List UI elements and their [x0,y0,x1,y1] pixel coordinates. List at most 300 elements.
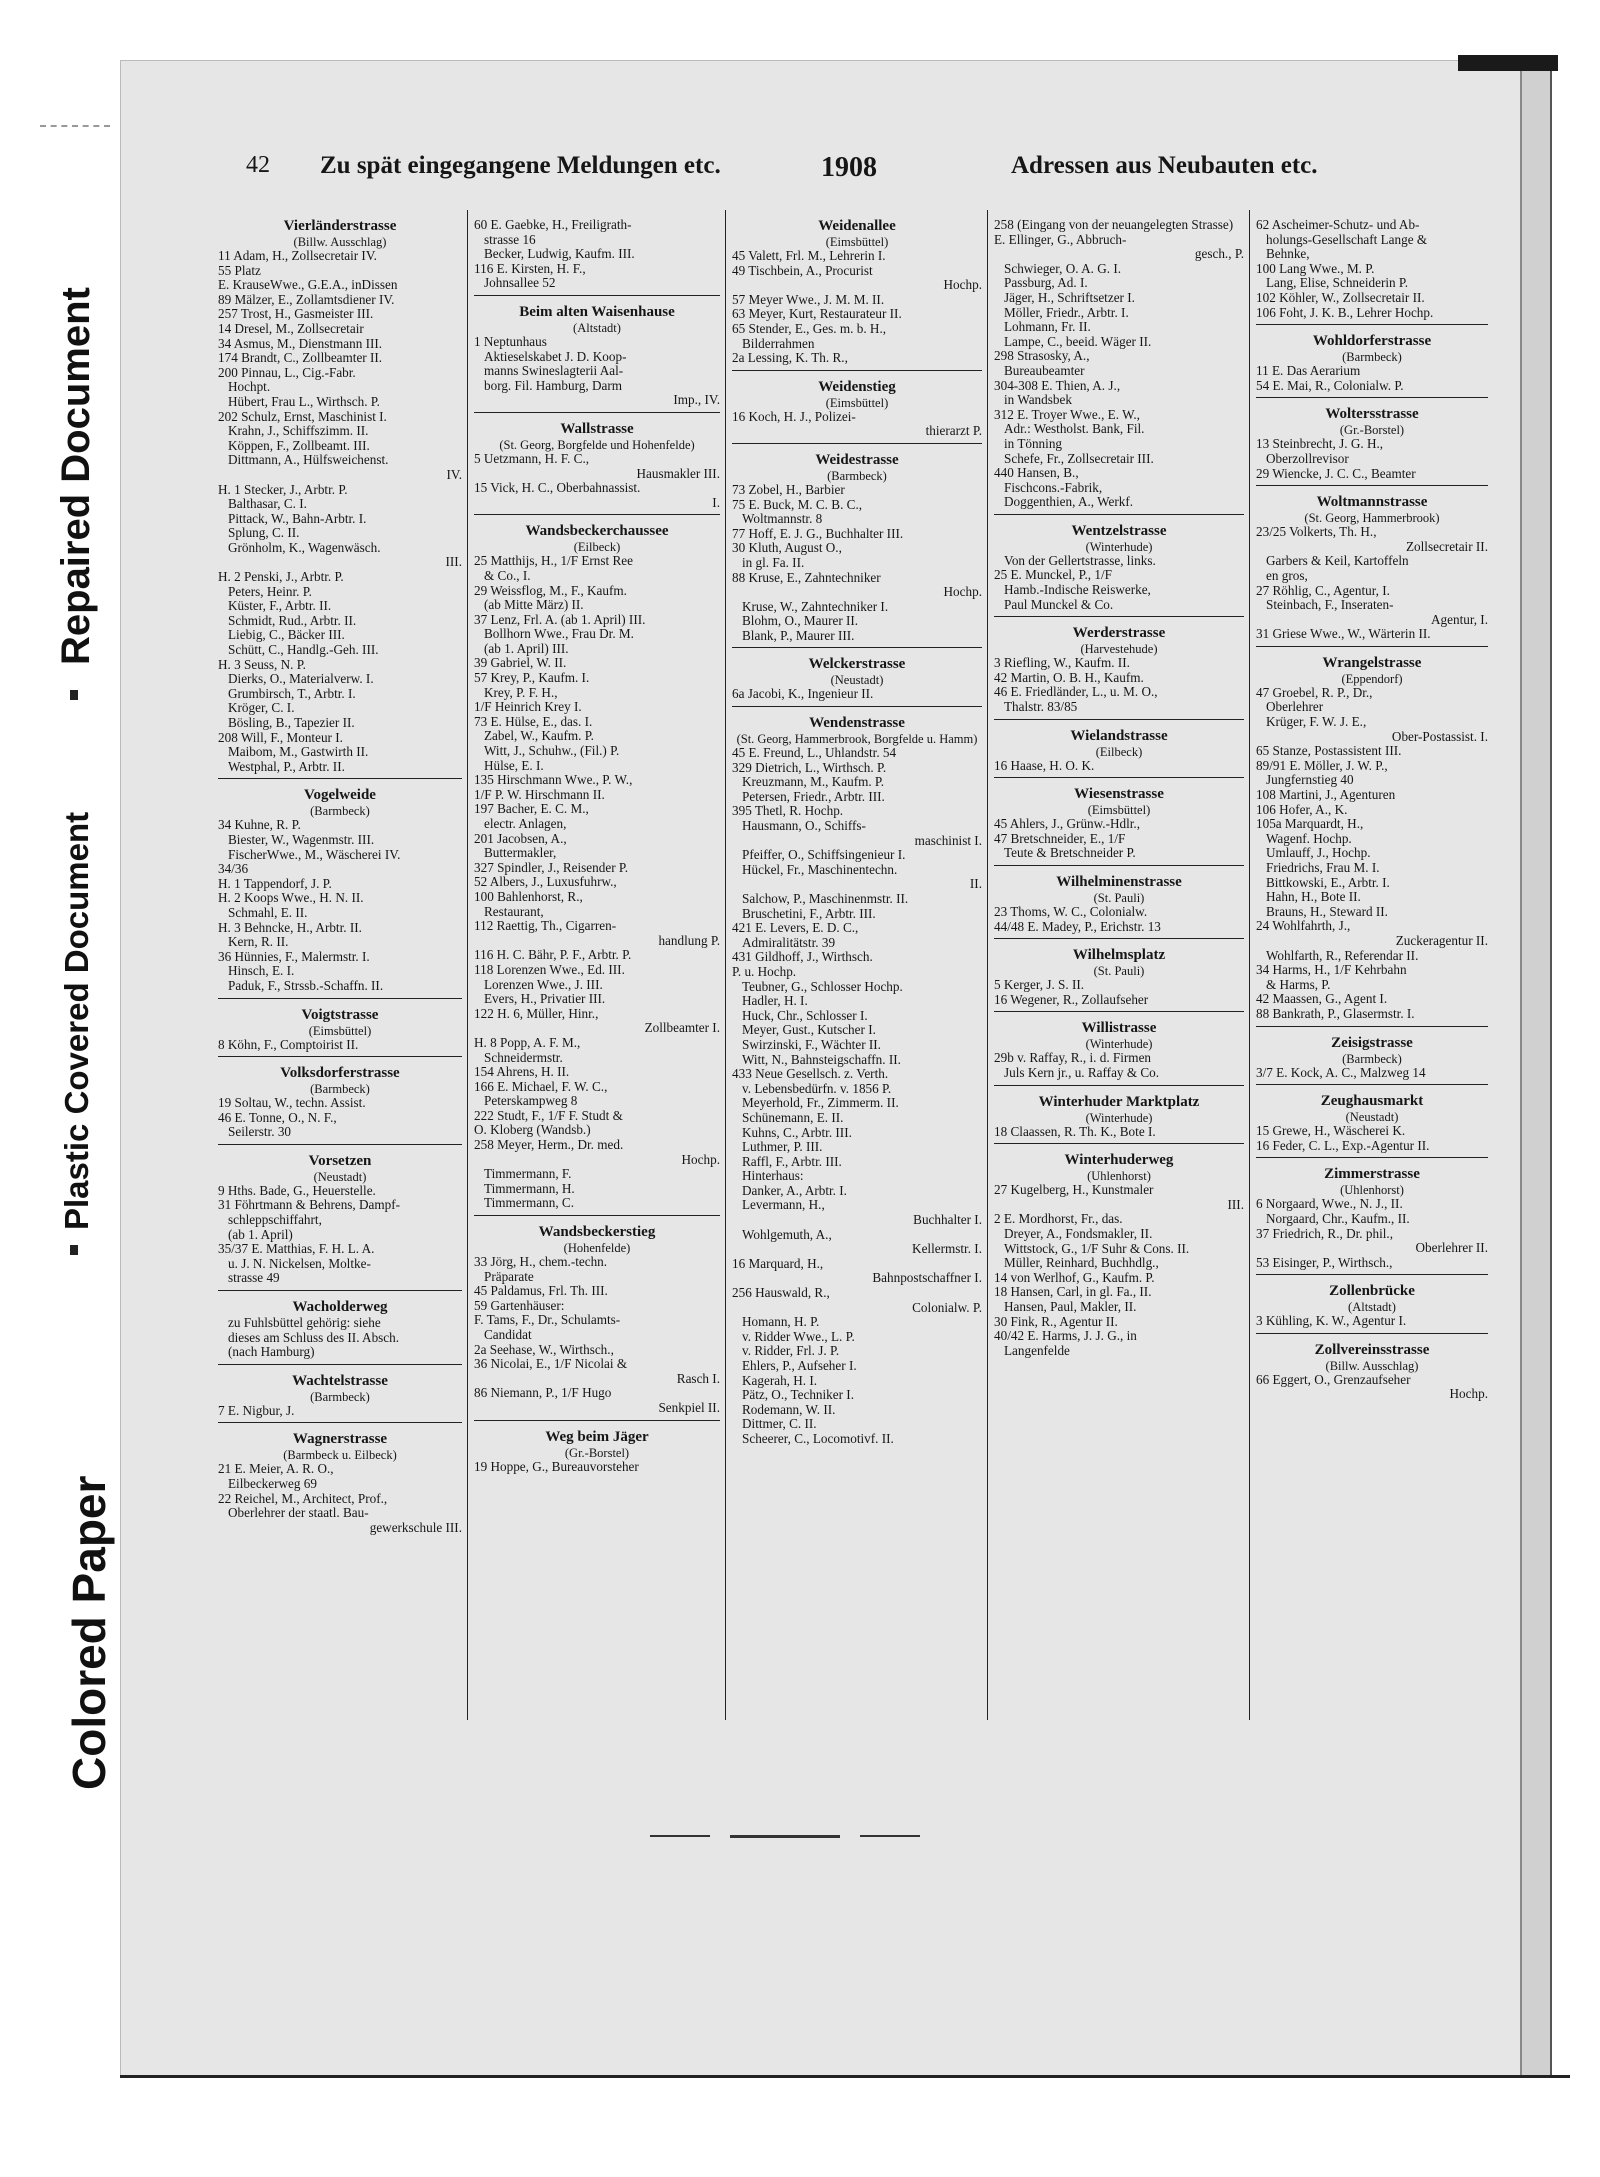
entry-list [1256,364,1488,393]
street-title: Weg beim Jäger [545,1428,649,1445]
margin-mark [40,125,110,127]
directory-entry: (ab 1. April) III. [484,641,569,656]
entry-list [994,1051,1244,1080]
entry-list [474,335,720,408]
directory-entry: 73 Zobel, H., Barbier [732,482,845,497]
directory-entry: 35/37 E. Matthias, F. H. L. A. [218,1242,375,1257]
directory-entry: Wohlgemuth, A., [742,1227,832,1242]
directory-entry: Maibom, M., Gastwirth II. [228,745,369,760]
entry-list [1256,437,1488,481]
directory-entry: Müller, Reinhard, Buchhdlg., [1004,1256,1159,1271]
street-district: (Barmbeck) [1342,1051,1402,1066]
directory-entry: Adr.: Westholst. Bank, Fil. [1004,422,1145,437]
directory-entry: 63 Meyer, Kurt, Restaurateur II. [732,307,902,322]
directory-entry: 2 E. Mordhorst, Fr., das. [994,1212,1123,1227]
directory-entry: Salchow, P., Maschinenmstr. II. [742,892,909,906]
directory-entry: 100 Bahlenhorst, R., [474,889,583,904]
street-district: (Harvestehude) [1080,642,1158,657]
section-rule [994,1011,1244,1012]
street-title: Wentzelstrasse [1071,522,1167,539]
street-title: Beim alten Waisenhause [519,303,675,320]
directory-entry: Zollsecretair II. [1405,539,1488,554]
directory-entry: Juls Kern jr., u. Raffay & Co. [1004,1065,1160,1080]
directory-entry: Hansen, Paul, Makler, II. [1004,1299,1137,1314]
directory-entry: 201 Jacobsen, A., [474,831,567,846]
entry-list [474,452,720,510]
directory-entry: 45 Valett, Frl. M., Lehrerin I. [732,249,886,263]
section-rule [474,412,720,413]
directory-entry: 77 Hoff, E. J. G., Buchhalter III. [732,526,904,541]
directory-entry: 19 Soltau, W., techn. Assist. [218,1096,366,1111]
street-title: Winterhuderweg [1064,1152,1174,1169]
directory-entry: Möller, Friedr., Arbtr. I. [1004,305,1129,320]
street-title: Vierländerstrasse [283,218,397,234]
directory-entry: Grumbirsch, T., Arbtr. I. [228,686,356,701]
directory-entry: Friedrichs, Frau M. I. [1266,861,1380,875]
street-district: (Winterhude) [1085,1037,1153,1052]
directory-entry: gesch., P. [1194,247,1244,262]
directory-entry: Teute & Bretschneider P. [1004,846,1136,861]
directory-entry: P. u. Hochp. [732,964,797,979]
directory-entry: Peters, Heinr. P. [228,584,312,599]
street-section [218,1065,462,1145]
section-rule [218,1056,462,1057]
directory-entry: 7 E. Nigbur, J. [218,1403,295,1418]
label-separator [70,1245,78,1255]
directory-entry: Bahnpostschaffner I. [872,1271,982,1286]
directory-entry: Schwieger, O. A. G. I. [1004,261,1122,276]
header-right-title: Adressen aus Neubauten etc. [1011,152,1318,179]
street-section [1256,218,1488,325]
directory-entry: 6 Norgaard, Wwe., N. J., II. [1256,1197,1403,1212]
section-rule [994,616,1244,617]
street-district: (Hohenfelde) [563,1241,631,1256]
street-section [994,1094,1244,1145]
directory-entry: Levermann, H., [742,1198,825,1213]
entry-list [218,818,462,993]
directory-entry: Balthasar, C. I. [228,497,307,512]
street-district: (Gr.-Borstel) [1339,423,1405,438]
directory-entry: Raffl, F., Arbtr. III. [742,1154,842,1169]
directory-entry: 52 Albers, J., Luxusfuhrw., [474,875,617,890]
entry-list [474,1460,720,1475]
entry-list [218,1096,462,1140]
directory-entry: Dreyer, A., Fondsmakler, II. [1004,1226,1153,1241]
section-rule [218,1290,462,1291]
directory-entry: 86 Niemann, P., 1/F Hugo [474,1386,612,1401]
directory-entry: Oberzollrevisor [1266,451,1349,466]
section-rule [474,295,720,296]
directory-entry: 45 Ahlers, J., Grünw.-Hdlr., [994,817,1141,832]
street-title: Wachtelstrasse [292,1372,388,1389]
directory-entry: 19 Hoppe, G., Bureauvorsteher [474,1459,639,1474]
directory-entry: Hochp. [943,278,982,293]
street-section [218,218,462,779]
directory-entry: in Tönning [1004,436,1063,451]
street-section [994,523,1244,617]
street-district: (St. Georg, Hammerbrook, Borgfelde u. Hamm) [736,732,978,747]
directory-entry: 34 Asmus, M., Dienstmann III. [218,336,383,351]
directory-entry: Hochp. [1449,1387,1488,1402]
entry-list [1256,218,1488,320]
directory-entry: Teubner, G., Schlosser Hochp. [742,979,903,994]
directory-columns [218,210,1488,1730]
directory-entry: u. J. N. Nickelsen, Moltke- [228,1256,371,1271]
directory-entry: 208 Will, F., Monteur I. [218,730,343,745]
street-section [1256,406,1488,486]
directory-entry: E. Ellinger, G., Abbruch- [994,232,1127,247]
directory-entry: Bilderrahmen [742,336,815,351]
directory-entry: Pätz, O., Techniker I. [742,1388,854,1403]
directory-entry: Hamb.-Indische Reiswerke, [1004,583,1151,598]
page-number: 42 [246,152,270,178]
directory-entry: Witt, J., Schuhw., (Fil.) P. [484,744,620,759]
directory-entry: 14 von Werlhof, G., Kaufm. P. [994,1270,1155,1285]
section-rule [218,998,462,999]
directory-entry: Von der Gellertstrasse, links. [1004,553,1156,568]
directory-entry: 395 Thetl, R. Hochp. [732,804,844,819]
directory-entry: 9 Hths. Bade, G., Heuerstelle. [218,1183,376,1198]
street-title: Wrangelstrasse [1322,654,1422,671]
directory-entry: (ab Mitte März) II. [484,598,584,613]
directory-entry: Krahn, J., Schiffszimm. II. [228,424,369,439]
directory-entry: 197 Bacher, E. C. M., [474,802,589,817]
directory-entry: I. [712,495,720,510]
entry-list [732,483,982,644]
directory-entry: Schneidermstr. [484,1050,563,1065]
directory-entry: strasse 49 [228,1271,280,1286]
directory-entry: 15 Grewe, H., Wäscherei K. [1256,1124,1406,1139]
street-district: (Uhlenhorst) [1087,1169,1151,1184]
directory-entry: Thalstr. 83/85 [1004,700,1078,715]
section-rule [1256,324,1488,325]
column-5 [1256,210,1488,1730]
directory-entry: Hochp. [681,1152,720,1167]
directory-entry: Oberlehrer [1266,700,1324,715]
directory-entry: 42 Martin, O. B. H., Kaufm. [994,670,1144,685]
entry-list [732,410,982,439]
directory-entry: Ober-Postassist. I. [1391,729,1488,744]
directory-entry: 433 Neue Gesellsch. z. Verth. [732,1067,889,1082]
street-district: (Eimsbüttel) [825,235,889,249]
directory-entry: 39 Gabriel, W. II. [474,656,567,671]
directory-entry: 3/7 E. Kock, A. C., Malzweg 14 [1256,1065,1426,1080]
directory-entry: & Harms, P. [1266,977,1331,992]
street-district: (Neustadt) [830,673,884,688]
plastic-covered-label: Plastic Covered Document [58,811,95,1230]
directory-entry: 174 Brandt, C., Zollbeamter II. [218,351,383,366]
section-rule [732,443,982,444]
street-section [994,874,1244,939]
directory-entry: gewerkschule III. [369,1520,462,1535]
column-3 [732,210,982,1730]
directory-entry: Zuckeragentur II. [1395,933,1488,948]
street-section [732,379,982,444]
directory-entry: 53 Eisinger, P., Wirthsch., [1256,1255,1393,1270]
directory-entry: Hochp. [943,585,982,600]
directory-entry: Hülse, E. I. [484,758,544,773]
street-district: (Barmbeck u. Eilbeck) [283,1448,397,1463]
street-section [994,728,1244,779]
directory-entry: E. KrauseWwe., G.E.A., inDissen [218,278,398,293]
section-rule [732,647,982,648]
directory-entry: Scheerer, C., Locomotivf. II. [742,1431,894,1446]
directory-entry: Wohlfarth, R., Referendar II. [1266,948,1419,963]
directory-entry: Rodemann, W. II. [742,1402,836,1417]
directory-entry: Oberlehrer der staatl. Bau- [228,1506,369,1521]
street-title: Zollvereinsstrasse [1314,1341,1430,1358]
directory-entry: 45 E. Freund, L., Uhlandstr. 54 [732,746,897,761]
directory-entry: Paul Munckel & Co. [1004,597,1114,612]
column-2 [474,210,720,1730]
street-district: (Barmbeck) [1342,350,1402,365]
directory-entry: v. Ridder, Frl. J. P. [742,1344,840,1359]
section-rule [1256,397,1488,398]
street-title: Woltersstrasse [1325,406,1419,423]
directory-entry: & Co., I. [484,568,531,583]
section-rule [994,719,1244,720]
section-rule [218,1364,462,1365]
street-section [1256,1342,1488,1402]
directory-entry: 44/48 E. Madey, P., Erichstr. 13 [994,919,1161,934]
directory-entry: Kruse, W., Zahntechniker I. [742,599,889,614]
directory-entry: Danker, A., Arbtr. I. [742,1183,847,1198]
directory-entry: 62 Ascheimer-Schutz- und Ab- [1256,218,1420,232]
directory-entry: III. [1227,1197,1244,1212]
directory-entry: Hadler, H. I. [742,994,808,1009]
directory-entry: 11 E. Das Aerarium [1256,364,1361,379]
street-section [474,1224,720,1421]
directory-entry: 256 Hauswald, R., [732,1286,830,1301]
side-label-bar [0,0,116,2177]
directory-entry: Kuhns, C., Arbtr. III. [742,1125,852,1140]
street-district: (Billw. Ausschlag) [1325,1358,1419,1373]
directory-entry: 105a Marquardt, H., [1256,817,1364,832]
section-rule [1256,1026,1488,1027]
directory-entry: 88 Kruse, E., Zahntechniker [732,570,881,585]
directory-entry: 135 Hirschmann Wwe., P. W., [474,773,633,788]
directory-entry: 5 Kerger, J. S. II. [994,978,1085,993]
directory-entry: Meyer, Gust., Kutscher I. [742,1023,876,1038]
street-title: Weidestrasse [815,451,899,468]
street-section [1256,494,1488,647]
entry-list [994,218,1244,510]
directory-entry: Lang, Elise, Schneiderin P. [1266,276,1409,291]
directory-entry: 118 Lorenzen Wwe., Ed. III. [474,962,625,977]
street-section [474,1429,720,1475]
directory-entry: 66 Eggert, O., Grenzaufseher [1256,1372,1411,1387]
directory-entry: 18 Hansen, Carl, in gl. Fa., II. [994,1285,1152,1300]
directory-entry: v. Ridder Wwe., L. P. [742,1329,855,1344]
directory-entry: Witt, N., Bahnsteigschaffn. II. [742,1052,901,1067]
street-section [994,1020,1244,1085]
directory-entry: 29b v. Raffay, R., i. d. Firmen [994,1051,1152,1066]
directory-entry: Agentur, I. [1431,612,1488,627]
entry-list [994,554,1244,612]
section-rule [1256,485,1488,486]
street-district: (Winterhude) [1085,1110,1153,1125]
directory-entry: 298 Strasosky, A., [994,349,1090,364]
directory-entry: 34 Kuhne, R. P. [218,818,301,833]
street-section [732,656,982,707]
entry-list [218,249,462,774]
entry-list [732,746,982,1447]
directory-entry: 11 Adam, H., Zollsecretair IV. [218,249,377,263]
directory-entry: 202 Schulz, Ernst, Maschinist I. [218,409,387,424]
directory-entry: 60 E. Gaebke, H., Freiligrath- [474,218,632,232]
directory-entry: Bittkowski, E., Arbtr. I. [1266,875,1390,890]
street-section [1256,1035,1488,1086]
entry-list [732,249,982,366]
directory-entry: strasse 16 [484,232,536,247]
street-title: Wielandstrasse [1070,727,1168,744]
directory-entry: 16 Koch, H. J., Polizei- [732,409,856,424]
section-rule [994,1085,1244,1086]
directory-entry: 2a Seehase, W., Wirthsch., [474,1342,614,1357]
binding-tab [1458,55,1558,71]
directory-entry: Wittstock, G., 1/F Suhr & Cons. II. [1004,1241,1190,1256]
section-rule [218,1422,462,1423]
directory-entry: thierarzt P. [925,424,982,439]
directory-entry: 329 Dietrich, L., Wirthsch. P. [732,760,887,775]
directory-entry: Swirzinski, F., Wächter II. [742,1037,881,1052]
entry-list [218,1316,462,1360]
street-title: Werderstrasse [1072,625,1166,642]
directory-entry: 8 Köhn, F., Comptoirist II. [218,1037,359,1052]
directory-entry: Hausmakler III. [636,466,720,481]
directory-entry: 258 Meyer, Herm., Dr. med. [474,1138,624,1153]
directory-entry: Biester, W., Wagenmstr. III. [228,832,375,847]
directory-entry: Lohmann, Fr. II. [1004,320,1091,335]
directory-entry: 222 Studt, F., 1/F F. Studt & [474,1108,623,1123]
directory-entry: Timmermann, C. [484,1196,575,1211]
directory-entry: Paduk, F., Strssb.-Schaffn. II. [228,978,384,993]
directory-entry: Hausmann, O., Schiffs- [742,819,866,834]
directory-entry: 59 Gartenhäuser: [474,1298,565,1313]
directory-entry: H. 3 Behncke, H., Arbtr. II. [218,920,362,935]
directory-entry: Imp., IV. [673,393,720,408]
street-title: Wilhelmsplatz [1072,947,1166,964]
directory-entry: Splung, C. II. [228,526,300,541]
directory-entry: 47 Bretschneider, E., 1/F [994,831,1126,846]
directory-entry: Bollhorn Wwe., Frau Dr. M. [484,627,634,642]
directory-entry: Bruschetini, F., Arbtr. III. [742,906,876,921]
directory-entry: 13 Steinbrecht, J. G. H., [1256,437,1384,452]
street-title: Wagnerstrasse [292,1431,388,1448]
directory-entry: 45 Paldamus, Frl. Th. III. [474,1284,608,1299]
entry-list [732,687,982,702]
page-bottom-line [120,2075,1570,2078]
page-edge [1520,60,1552,2075]
directory-entry: Kröger, C. I. [228,701,295,716]
street-district: (Eilbeck) [573,540,621,555]
street-district: (Barmbeck) [827,468,887,483]
street-title: Voigtstrasse [301,1006,379,1023]
street-district: (St. Pauli) [1093,964,1145,979]
directory-entry: 89/91 E. Möller, J. W. P., [1256,758,1388,773]
directory-entry: 29 Wiencke, J. C. C., Beamter [1256,466,1416,481]
directory-entry: 106 Hofer, A., K. [1256,802,1348,817]
entry-list [218,1462,462,1535]
section-rule [218,778,462,779]
street-section [1256,333,1488,398]
directory-entry: Schütt, C., Handlg.-Geh. III. [228,643,379,658]
entry-list [1256,1066,1488,1081]
directory-entry: 89 Mälzer, E., Zollamtsdiener IV. [218,292,395,307]
street-section [1256,1166,1488,1275]
directory-entry: 16 Marquard, H., [732,1256,824,1271]
directory-entry: Zabel, W., Kaufm. P. [484,729,594,744]
directory-entry: 34 Harms, H., 1/F Kehrbahn [1256,963,1407,978]
directory-entry: 200 Pinnau, L., Cig.-Fabr. [218,365,356,380]
directory-entry: Umlauff, J., Hochp. [1266,846,1371,861]
entry-list [994,817,1244,861]
entry-list [218,1404,462,1419]
directory-entry: 5 Uetzmann, H. F. C., [474,451,590,466]
street-district: (Neustadt) [1345,1110,1399,1125]
section-rule [1256,1084,1488,1085]
directory-entry: 116 H. C. Bähr, P. F., Arbtr. P. [474,948,632,963]
directory-entry: Seilerstr. 30 [228,1125,292,1140]
entry-list [474,554,720,1211]
directory-entry: Kagerah, H. I. [742,1373,818,1388]
directory-entry: Homann, H. P. [742,1315,820,1330]
street-title: Zimmerstrasse [1324,1166,1420,1183]
directory-entry: 166 E. Michael, F. W. C., [474,1079,608,1094]
directory-entry: H. 2 Penski, J., Arbtr. P. [218,570,344,585]
directory-entry: Aktieselskabet J. D. Koop- [484,349,627,364]
section-rule [218,1144,462,1145]
directory-entry: 27 Kugelberg, H., Kunstmaler [994,1183,1154,1198]
street-title: Zeisigstrasse [1331,1034,1413,1051]
directory-entry: FischerWwe., M., Wäscherei IV. [228,847,401,862]
entry-list [1256,525,1488,642]
directory-entry: 25 Matthijs, H., 1/F Ernst Ree [474,554,633,569]
directory-entry: 6a Jacobi, K., Ingenieur II. [732,687,874,702]
directory-entry: 16 Wegener, R., Zollaufseher [994,992,1149,1007]
directory-entry: 31 Föhrtmann & Behrens, Dampf- [218,1198,401,1213]
directory-entry: 46 E. Friedländer, L., u. M. O., [994,685,1158,700]
street-title: Weidenstieg [818,378,896,395]
directory-entry: (ab 1. April) [228,1227,293,1242]
street-title: Weidenallee [818,218,896,234]
directory-entry: 100 Lang Wwe., M. P. [1256,261,1375,276]
directory-entry: 29 Weissflog, M., F., Kaufm. [474,583,627,598]
entry-list [994,1183,1244,1358]
directory-entry: 3 Kühling, K. W., Agentur I. [1256,1314,1407,1329]
directory-entry: Hinterhaus: [742,1169,804,1184]
directory-entry: 304-308 E. Thien, A. J., [994,378,1121,393]
directory-entry: Admiralitätstr. 39 [742,935,836,950]
directory-entry: H. 1 Stecker, J., Arbtr. P. [218,482,348,497]
street-title: Wiesenstrasse [1074,786,1164,803]
street-section [218,1153,462,1291]
directory-entry: 16 Feder, C. L., Exp.-Agentur II. [1256,1138,1430,1153]
directory-entry: Ehlers, P., Aufseher I. [742,1359,857,1373]
directory-entry: Jäger, H., Schriftsetzer I. [1004,290,1135,305]
street-title: Woltmannstrasse [1316,494,1428,511]
directory-entry: 27 Röhlig, C., Agentur, I. [1256,583,1390,598]
street-section [994,625,1244,719]
binding-edge [1550,70,1592,2075]
directory-entry: 102 Köhler, W., Zollsecretair II. [1256,290,1425,305]
directory-entry: holungs-Gesellschaft Lange & [1266,232,1428,247]
street-district: (Billw. Ausschlag) [293,235,387,249]
directory-entry: 112 Raettig, Th., Cigarren- [474,919,617,934]
section-rule [732,706,982,707]
directory-entry: manns Swineslagterii Aal- [484,364,624,379]
street-section [994,947,1244,1012]
